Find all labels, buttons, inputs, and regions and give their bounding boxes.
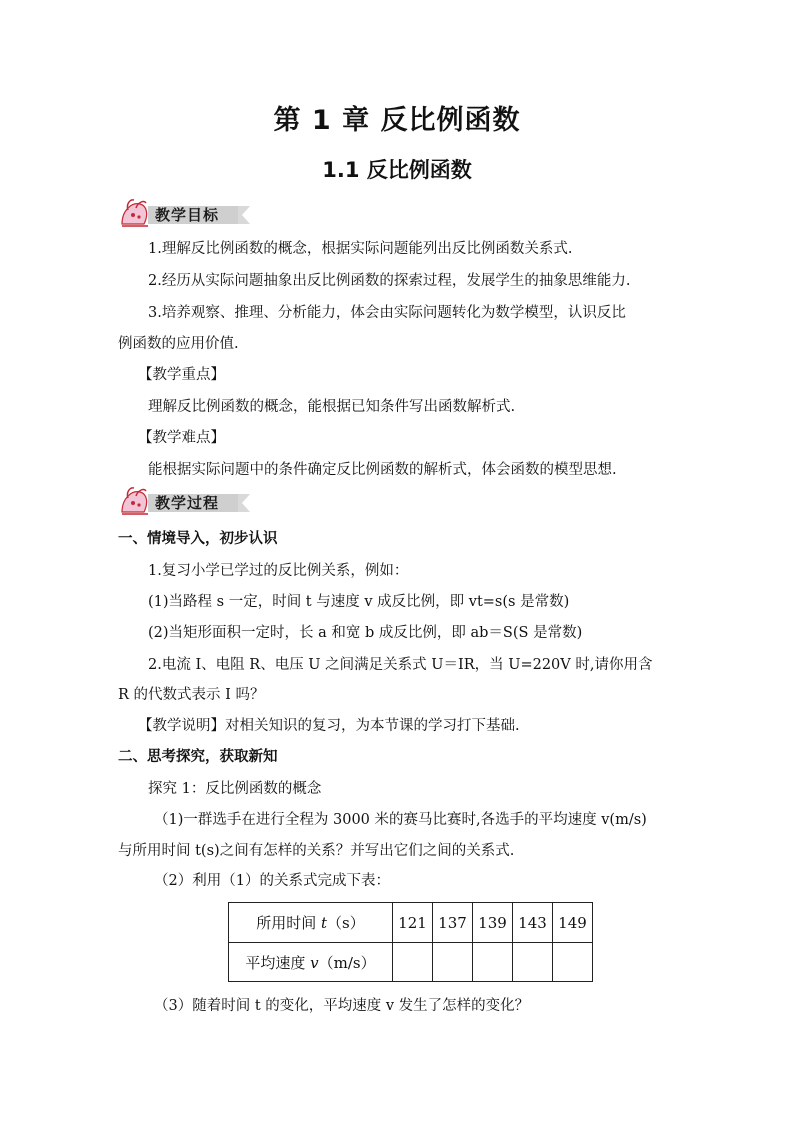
table-cell-time-5: 149 xyxy=(553,903,593,943)
objective-item-2: 2.经历从实际问题抽象出反比例函数的探索过程，发展学生的抽象思维能力. xyxy=(148,273,631,289)
part-1-line-1: 1.复习小学已学过的反比例关系，例如： xyxy=(148,563,409,579)
variable-v: v xyxy=(310,953,319,972)
table-cell-time-1: 121 xyxy=(393,903,433,943)
objective-item-3-line-1: 3.培养观察、推理、分析能力，体会由实际问题转化为数学模型，认识反比 xyxy=(148,305,626,321)
part-1-line-5: R 的代数式表示 I 吗？ xyxy=(118,687,265,703)
time-speed-table xyxy=(228,902,593,982)
table-header-time: 所用时间 t（s） xyxy=(229,903,393,943)
part-1-note: 【教学说明】对相关知识的复习，为本节课的学习打下基础. xyxy=(138,718,520,734)
objectives-badge xyxy=(118,198,258,232)
part-1-line-4: 2.电流 I、电阻 R、电压 U 之间满足关系式 U＝IR，当 U=220V 时,请你用含 xyxy=(148,657,653,673)
key-points-text: 理解反比例函数的概念，能根据已知条件写出函数解析式. xyxy=(148,399,516,415)
variable-t: t xyxy=(321,914,328,932)
difficult-points-text: 能根据实际问题中的条件确定反比例函数的解析式，体会函数的模型思想. xyxy=(148,462,617,478)
table-row xyxy=(229,903,593,943)
part-1-heading: 一、情境导入，初步认识 xyxy=(118,531,278,547)
table-cell-speed-1[interactable] xyxy=(393,943,433,982)
table-cell-time-4: 143 xyxy=(513,903,553,943)
part-2-heading: 二、思考探究，获取新知 xyxy=(118,749,278,765)
objective-item-1: 1.理解反比例函数的概念，根据实际问题能列出反比例函数关系式. xyxy=(148,241,573,257)
question-1-line-2: 与所用时间 t(s)之间有怎样的关系？并写出它们之间的关系式. xyxy=(118,843,515,859)
question-3: （3）随着时间 t 的变化，平均速度 v 发生了怎样的变化？ xyxy=(154,998,530,1014)
process-badge-label: 教学过程 xyxy=(155,494,220,512)
difficult-points-heading: 【教学难点】 xyxy=(138,430,225,446)
table-cell-speed-3[interactable] xyxy=(473,943,513,982)
table-cell-speed-5[interactable] xyxy=(553,943,593,982)
objectives-badge-label: 教学目标 xyxy=(155,206,220,224)
section-title: 1.1 反比例函数 xyxy=(322,158,472,182)
table-header-speed: 平均速度 v（m/s） xyxy=(229,943,393,982)
question-1-line-1: （1)一群选手在进行全程为 3000 米的赛马比赛时,各选手的平均速度 v(m/s) xyxy=(154,812,647,828)
table-cell-time-3: 139 xyxy=(473,903,513,943)
part-1-line-3: (2)当矩形面积一定时，长 a 和宽 b 成反比例，即 ab＝S(S 是常数) xyxy=(148,625,583,641)
table-cell-time-2: 137 xyxy=(433,903,473,943)
table-cell-speed-2[interactable] xyxy=(433,943,473,982)
table-row xyxy=(229,943,593,982)
key-points-heading: 【教学重点】 xyxy=(138,367,225,383)
question-2: （2）利用（1）的关系式完成下表： xyxy=(154,873,390,889)
table-cell-speed-4[interactable] xyxy=(513,943,553,982)
part-1-line-2: (1)当路程 s 一定，时间 t 与速度 v 成反比例，即 vt=s(s 是常数) xyxy=(148,594,570,610)
process-badge xyxy=(118,486,258,520)
objective-item-3-line-2: 例函数的应用价值. xyxy=(118,336,239,352)
explore-1-title: 探究 1：反比例函数的概念 xyxy=(148,781,322,797)
chapter-title: 第 1 章 反比例函数 xyxy=(273,105,521,136)
